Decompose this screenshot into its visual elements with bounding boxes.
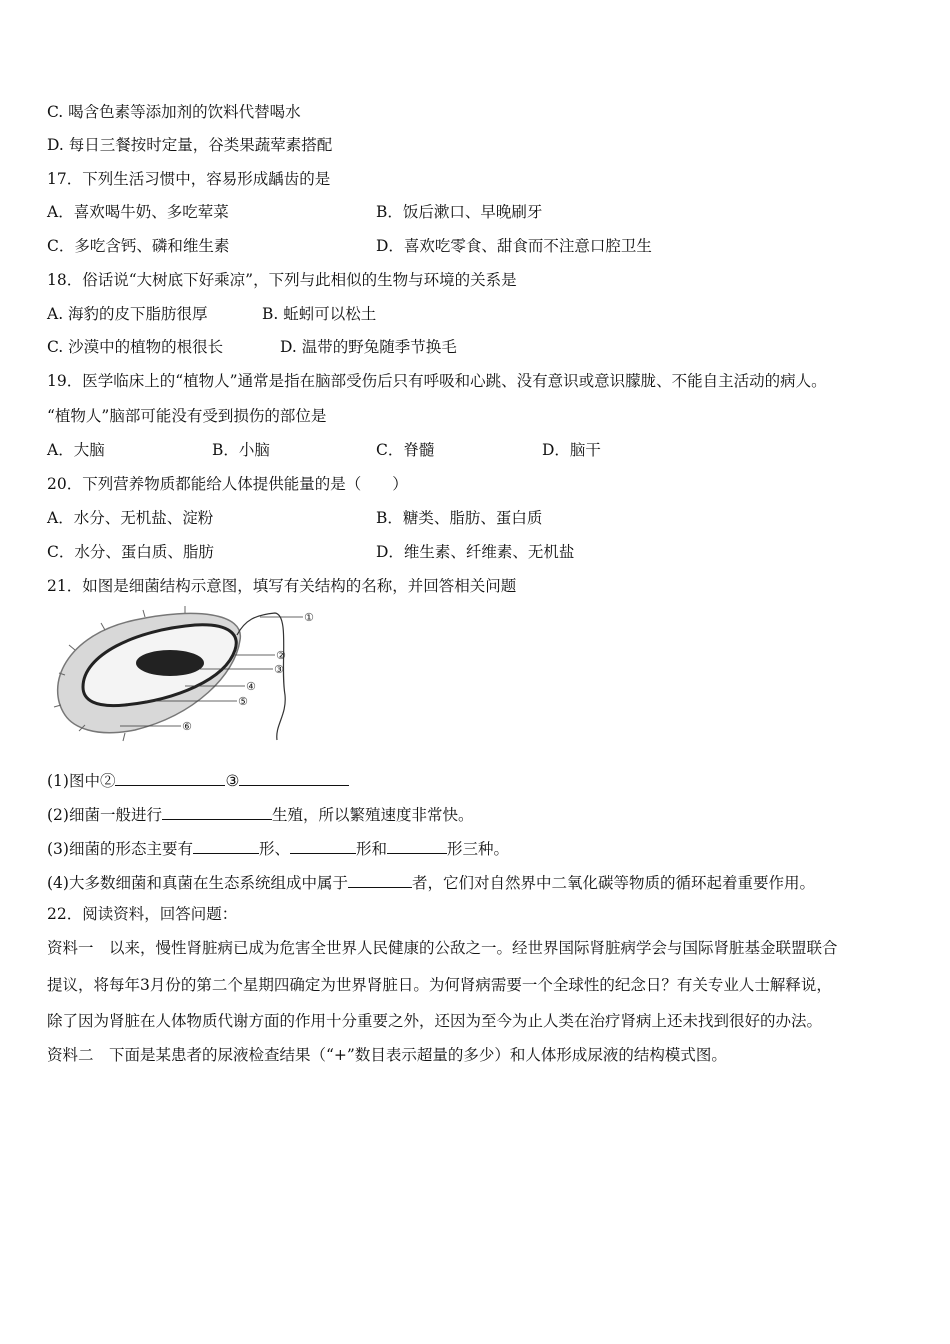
diagram-label-5: ⑤	[238, 695, 248, 708]
q22-material1-line3: 除了因为肾脏在人体物质代谢方面的作用十分重要之外，还因为至今为止人类在治疗肾病上还未找到很好的办法。	[47, 1012, 823, 1030]
q20-option-c: C．水分、蛋白质、脂肪	[47, 543, 214, 561]
answer-blank-shape-3[interactable]	[387, 837, 447, 854]
answer-blank-3[interactable]	[239, 769, 349, 786]
q19-stem-line2: “植物人”脑部可能没有受到损伤的部位是	[47, 407, 327, 425]
q22-material1-line2: 提议，将每年3月份的第二个星期四确定为世界肾脏日。为何肾病需要一个全球性的纪念日？有关专业人士解释说，	[47, 976, 832, 994]
answer-blank-decomposer[interactable]	[348, 871, 412, 888]
diagram-label-6: ⑥	[182, 720, 192, 733]
answer-blank-shape-1[interactable]	[193, 837, 259, 854]
q21-part1	[47, 769, 349, 791]
q20-option-b: B．糖类、脂肪、蛋白质	[376, 509, 543, 527]
q20-option-d: D．维生素、纤维素、无机盐	[376, 543, 575, 561]
q21-part3-text-b: 形、	[258, 840, 290, 858]
bacterium-diagram	[45, 605, 335, 745]
q21-part2	[47, 803, 473, 825]
diagram-label-2: ②	[276, 649, 286, 662]
q19-option-a: A．大脑	[47, 441, 105, 459]
q16-option-d: D. 每日三餐按时定量，谷类果蔬荤素搭配	[47, 136, 333, 154]
bacterium-body	[54, 606, 285, 741]
diagram-label-3: ③	[274, 663, 284, 676]
q21-part4	[47, 871, 815, 893]
answer-blank-shape-2[interactable]	[290, 837, 356, 854]
q18-option-a: A. 海豹的皮下脂肪很厚	[47, 305, 208, 323]
answer-blank-reproduction[interactable]	[162, 803, 272, 820]
q21-part3-text-c: 形和	[355, 840, 387, 858]
q21-part4-text-end: 者，它们对自然界中二氧化碳等物质的循环起着重要作用。	[411, 874, 815, 892]
q21-part3-text-d: 形三种。	[447, 840, 510, 858]
q18-option-d: D. 温带的野兔随季节换毛	[280, 338, 457, 356]
q18-stem: 18．俗话说“大树底下好乘凉”，下列与此相似的生物与环境的关系是	[47, 271, 517, 289]
q21-part2-text: (2)细菌一般进行	[47, 806, 162, 824]
q21-part1-label: (1)图中②	[47, 772, 116, 790]
diagram-label-4: ④	[246, 680, 256, 693]
q17-stem: 17．下列生活习惯中，容易形成龋齿的是	[47, 170, 331, 188]
q21-part3	[47, 837, 509, 859]
q21-part4-text: (4)大多数细菌和真菌在生态系统组成中属于	[47, 874, 348, 892]
q16-option-c: C. 喝含色素等添加剂的饮料代替喝水	[47, 103, 301, 121]
q20-stem: 20．下列营养物质都能给人体提供能量的是（ ）	[47, 475, 408, 493]
q18-option-b: B. 蚯蚓可以松土	[262, 305, 377, 323]
q22-material2: 资料二 下面是某患者的尿液检查结果（“+”数目表示超量的多少）和人体形成尿液的结构模式图。	[47, 1046, 727, 1064]
answer-blank-2[interactable]	[115, 769, 225, 786]
q19-option-c: C．脊髓	[376, 441, 435, 459]
q20-option-a: A．水分、无机盐、淀粉	[47, 509, 214, 527]
q17-option-a: A．喜欢喝牛奶、多吃荤菜	[47, 203, 229, 221]
q21-part1-label-3: ③	[225, 772, 240, 790]
q21-part2-text-end: 生殖，所以繁殖速度非常快。	[271, 806, 474, 824]
q22-material1-line1: 资料一 以来，慢性肾脏病已成为危害全世界人民健康的公敌之一。经世界国际肾脏病学会与国际肾脏基金联盟联合	[47, 939, 838, 957]
q17-option-b: B．饭后漱口、早晚刷牙	[376, 203, 543, 221]
q17-option-d: D．喜欢吃零食、甜食而不注意口腔卫生	[376, 237, 652, 255]
q17-option-c: C．多吃含钙、磷和维生素	[47, 237, 230, 255]
q19-option-d: D．脑干	[542, 441, 601, 459]
q19-option-b: B．小脑	[212, 441, 270, 459]
q21-stem: 21．如图是细菌结构示意图，填写有关结构的名称，并回答相关问题	[47, 577, 517, 595]
q21-part3-text: (3)细菌的形态主要有	[47, 840, 193, 858]
q22-stem: 22．阅读资料，回答问题：	[47, 905, 238, 923]
q18-option-c: C. 沙漠中的植物的根很长	[47, 338, 224, 356]
diagram-label-1: ①	[304, 611, 314, 624]
q19-stem-line1: 19．医学临床上的“植物人”通常是指在脑部受伤后只有呼吸和心跳、没有意识或意识朦胧、不能自主活动的病人。	[47, 372, 827, 390]
